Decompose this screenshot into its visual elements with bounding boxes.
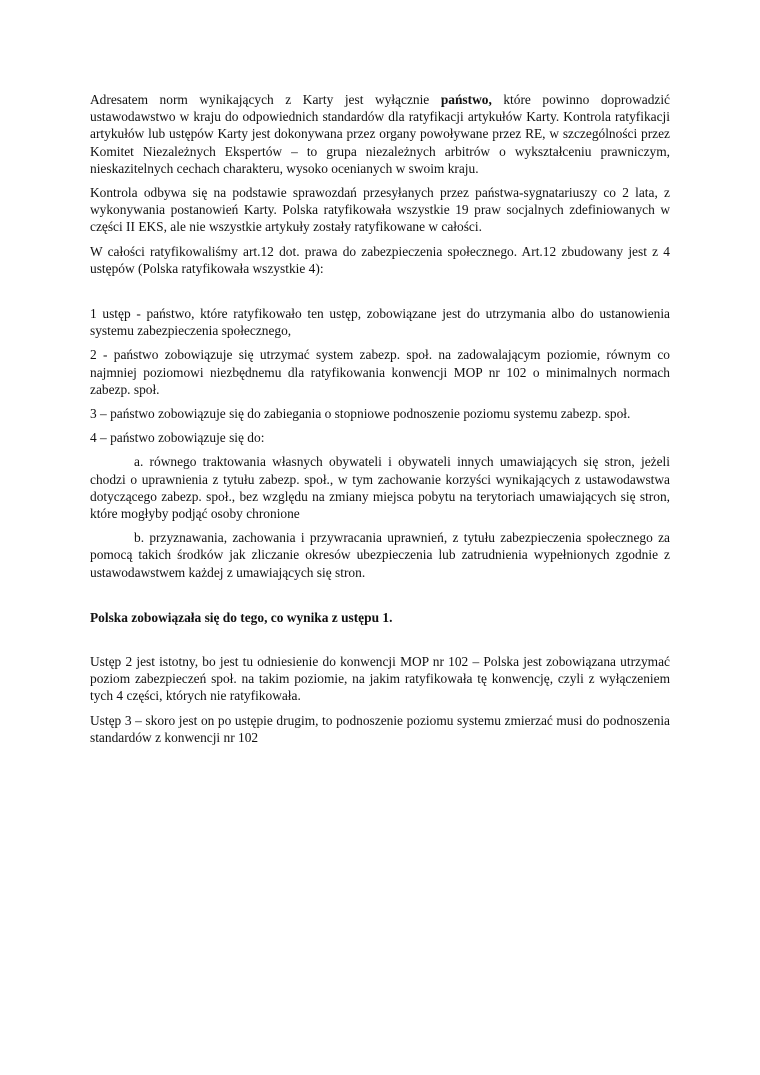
spacer bbox=[90, 626, 670, 647]
list-item-section-4: 4 – państwo zobowiązuje się do: bbox=[90, 430, 265, 446]
sub-item-4b: b. przyznawania, zachowania i przywracania uprawnień, z tytułu zabezpieczenia społecznego za pomocą takich środków jak zliczanie okresów ubezpieczenia lub zatrudnienia wypełnionych zgodnie z ustawodawstwem każdej z umawiających się stron. bbox=[90, 530, 670, 580]
spacer bbox=[90, 284, 670, 305]
paragraph-section-2-note: Ustęp 2 jest istotny, bo jest tu odniesienie do konwencji MOP nr 102 – Polska jest zobowiązana utrzymać poziom zabezpieczeń społ. na takim poziomie, na jakim ratyfikowała tę konwencję, czyli z wyłączeniem tych 4 części, których nie ratyfikowała. bbox=[90, 654, 670, 704]
sub-item-4a: a. równego traktowania własnych obywateli i obywateli innych umawiających się stron, jeżeli chodzi o uprawnienia z tytułu zabezp. społ., w tym zachowanie korzyści wynikających z ustawodawstwa dotyczącego zabezp. społ., bez względu na zmiany miejsca pobytu na terytoriach umawiających się stron, które mogłyby podjąć osoby chronione bbox=[90, 454, 670, 522]
paragraph-addressee-rest: które powinno doprowadzić ustawodawstwo w kraju do odpowiednich standardów dla ratyfikacji artykułów Karty. Kontrola ratyfikacji artykułów lub ustępów Karty jest dokonywana przez organy powoływane przez RE, w szczególności przez Komitet Niezależnych Ekspertów – to grupa niezależnych arbitrów o wykształceniu prawniczym, nieskazitelnych cechach charakteru, wysoko ocenianych w swoim kraju. bbox=[90, 92, 670, 176]
spacer bbox=[90, 588, 670, 609]
list-item-section-2: 2 - państwo zobowiązuje się utrzymać system zabezp. społ. na zadowalającym poziomie, równym co najmniej poziomowi niezbędnemu dla ratyfikowania konwencji MOP nr 102 o minimalnych normach zabezp. społ. bbox=[90, 347, 670, 397]
paragraph-addressee bbox=[90, 91, 670, 177]
paragraph-article-12: W całości ratyfikowaliśmy art.12 dot. prawa do zabezpieczenia społecznego. Art.12 zbudowany jest z 4 ustępów (Polska ratyfikowała wszystkie 4): bbox=[90, 243, 670, 276]
paragraph-section-3-note: Ustęp 3 – skoro jest on po ustępie drugim, to podnoszenie poziomu systemu zmierzać musi do podnoszenia standardów z konwencji nr 102 bbox=[90, 712, 670, 745]
paragraph-reports: Kontrola odbywa się na podstawie sprawozdań przesyłanych przez państwa-sygnatariuszy co 2 lata, z wykonywania postanowień Karty. Polska ratyfikowała wszystkie 19 praw socjalnych zdefiniowanych w części II EKS, ale nie wszystkie artykuły zostały ratyfikowane w całości. bbox=[90, 185, 670, 235]
list-item-section-3: 3 – państwo zobowiązuje się do zabiegania o stopniowe podnoszenie poziomu systemu zabezp. społ. bbox=[90, 406, 631, 422]
emphasis-state: państwo, bbox=[440, 92, 492, 107]
paragraph-addressee-lead: Adresatem norm wynikających z Karty jest wyłącznie bbox=[90, 92, 441, 107]
section-heading: Polska zobowiązała się do tego, co wynika z ustępu 1. bbox=[90, 609, 393, 625]
list-item-section-1: 1 ustęp - państwo, które ratyfikowało ten ustęp, zobowiązane jest do utrzymania albo do ustanowienia systemu zabezpieczenia społecznego, bbox=[90, 306, 670, 339]
